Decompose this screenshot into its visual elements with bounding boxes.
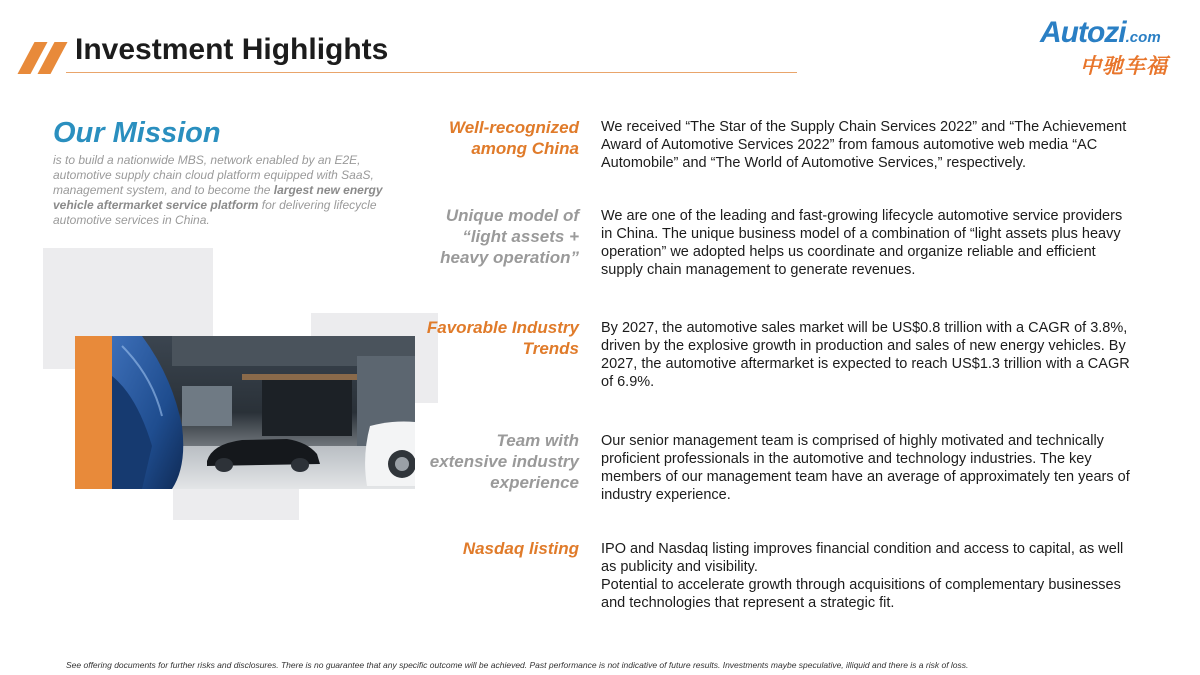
showroom-photo (112, 336, 415, 489)
highlight-text-industry-trends: By 2027, the automotive sales market will be US$0.8 trillion with a CAGR of 3.8%, driven by the explosive growth in production and sales of new energy vehicles. By 2027, the automotive aftermarket is expected to reach US$1.3 trillion with a CAGR of 6.9%. (601, 320, 1130, 390)
highlight-label-team: Team with extensive industry experience (429, 431, 579, 492)
footer-disclaimer: See offering documents for further risks and disclosures. There is no guarantee that any specific outcome will be achieved. Past performance is not indicative of future results. Investments maybe speculative, illiquid and there is a risk of loss. (66, 660, 969, 670)
page-title: Investment Highlights (75, 33, 389, 66)
highlight-text-team: Our senior management team is comprised of highly motivated and technically proficient professionals in the automotive and technology industries. The key members of our management team have an average of approximately ten years of industry experience. (601, 433, 1130, 503)
highlight-text-nasdaq-line-1: IPO and Nasdaq listing improves financial condition and access to capital, as well as publicity and visibility. (601, 541, 1124, 575)
highlight-text-nasdaq-line-2: Potential to accelerate growth through acquisitions of complementary businesses and technologies that represent a strategic fit. (601, 577, 1121, 611)
highlight-text-nasdaq (601, 540, 1131, 612)
highlight-text-business-model: We are one of the leading and fast-growing lifecycle automotive service providers in China. The unique business model of a combination of “light assets plus heavy operation” we adopted helps us coordinate and organize reliable and efficient supply chain management to generate revenues. (601, 208, 1123, 278)
logo-chinese-name: 中驰车福 (1080, 54, 1168, 78)
highlight-label-nasdaq: Nasdaq listing (462, 539, 579, 558)
highlight-label-industry-trends: Favorable Industry Trends (426, 318, 579, 358)
logo-wordmark: Autozi.com (1040, 16, 1161, 49)
mission-title: Our Mission (53, 117, 221, 149)
company-logo (1040, 16, 1180, 78)
mission-statement: is to build a nationwide MBS, network enabled by an E2E, automotive supply chain cloud platform equipped with SaaS, management system, and to become the largest new energy vehicle aftermarket service platform for delivering lifecycle automotive services in China. (53, 153, 383, 227)
decorative-orange-bar (75, 336, 112, 489)
highlight-label-business-model: Unique model of “light assets + heavy operation” (440, 206, 579, 267)
title-underline (66, 72, 797, 73)
highlight-label-recognition: Well-recognized among China (448, 118, 579, 158)
highlight-text-recognition: We received “The Star of the Supply Chain Services 2022” and “The Achievement Award of Automotive Services 2022” from famous automotive web media “AC Automobile” and “The World of Automotive Services,” respectively. (601, 119, 1127, 171)
